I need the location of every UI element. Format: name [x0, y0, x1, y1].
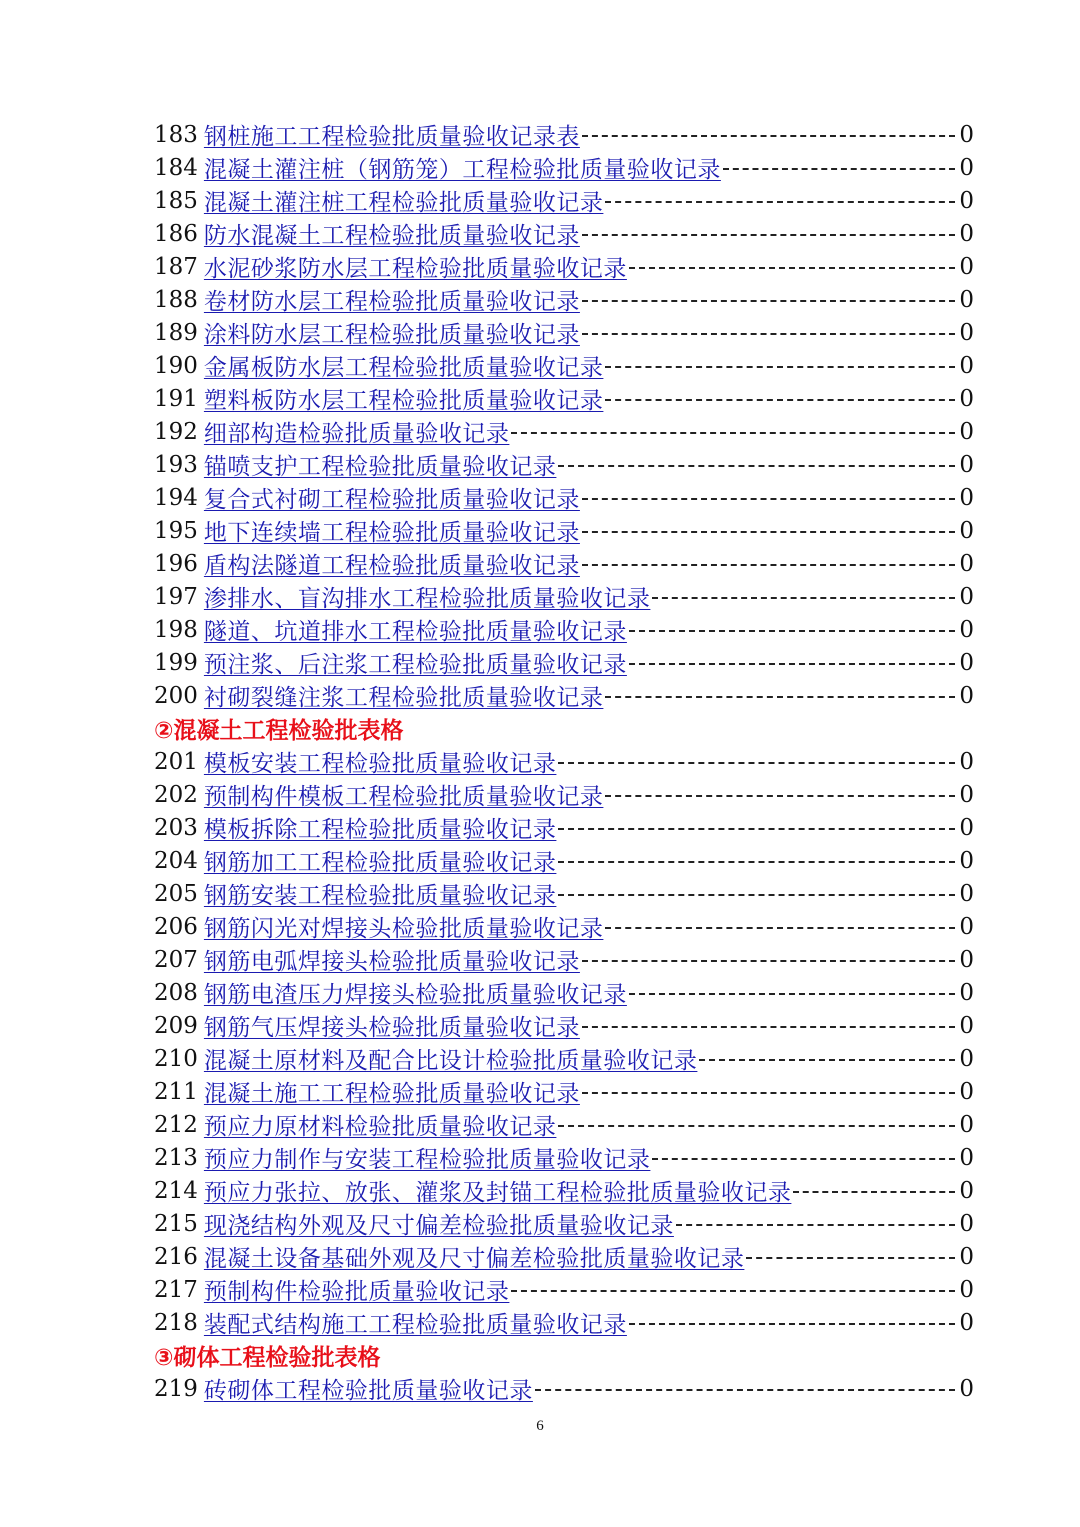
entry-title-link[interactable]: 复合式衬砌工程检验批质量验收记录 [203, 487, 580, 513]
entry-page-number: 0 [959, 814, 974, 841]
dotted-leader [605, 366, 955, 368]
dotted-leader [582, 1026, 955, 1028]
entry-number: 193 [154, 451, 198, 478]
entry-number: 189 [154, 319, 198, 346]
dotted-leader [582, 234, 955, 236]
dotted-leader [535, 1389, 955, 1391]
entry-title-link[interactable]: 地下连续墙工程检验批质量验收记录 [203, 520, 580, 546]
entry-title-link[interactable]: 卷材防水层工程检验批质量验收记录 [203, 289, 580, 315]
section-heading-masonry: ③砌体工程检验批表格 [154, 1345, 381, 1371]
entry-number: 200 [154, 682, 198, 709]
dotted-leader [582, 1092, 955, 1094]
entry-number: 199 [154, 649, 198, 676]
dotted-leader [629, 267, 955, 269]
dotted-leader [558, 762, 955, 764]
entry-title-link[interactable]: 渗排水、盲沟排水工程检验批质量验收记录 [203, 586, 651, 612]
entry-title-link[interactable]: 水泥砂浆防水层工程检验批质量验收记录 [203, 256, 627, 282]
entry-page-number: 0 [959, 418, 974, 445]
entry-page-number: 0 [959, 946, 974, 973]
entry-title-link[interactable]: 钢筋闪光对焊接头检验批质量验收记录 [203, 916, 604, 942]
entry-page-number: 0 [959, 484, 974, 511]
entry-number: 188 [154, 286, 198, 313]
entry-page-number: 0 [959, 1012, 974, 1039]
toc-entry [154, 580, 974, 613]
toc-entry [154, 184, 974, 217]
entry-title-link[interactable]: 锚喷支护工程检验批质量验收记录 [203, 454, 557, 480]
dotted-leader [652, 1158, 955, 1160]
dotted-leader [582, 564, 955, 566]
dotted-leader [558, 465, 955, 467]
entry-number: 192 [154, 418, 198, 445]
table-of-contents [154, 118, 974, 1405]
dotted-leader [511, 1290, 955, 1292]
entry-number: 204 [154, 847, 198, 874]
entry-number: 213 [154, 1144, 198, 1171]
entry-title-link[interactable]: 衬砌裂缝注浆工程检验批质量验收记录 [203, 685, 604, 711]
entry-number: 207 [154, 946, 198, 973]
entry-title-link[interactable]: 盾构法隧道工程检验批质量验收记录 [203, 553, 580, 579]
dotted-leader [558, 894, 955, 896]
entry-title-link[interactable]: 涂料防水层工程检验批质量验收记录 [203, 322, 580, 348]
entry-number: 194 [154, 484, 198, 511]
toc-group-1 [154, 118, 974, 712]
toc-entry [154, 1042, 974, 1075]
entry-number: 201 [154, 748, 198, 775]
entry-title-link[interactable]: 防水混凝土工程检验批质量验收记录 [203, 223, 580, 249]
entry-page-number: 0 [959, 781, 974, 808]
entry-number: 196 [154, 550, 198, 577]
entry-number: 198 [154, 616, 198, 643]
toc-entry [154, 1273, 974, 1306]
dotted-leader [746, 1257, 955, 1259]
entry-page-number: 0 [959, 979, 974, 1006]
toc-entry [154, 679, 974, 712]
dotted-leader [605, 399, 955, 401]
entry-title-link[interactable]: 混凝土设备基础外观及尺寸偏差检验批质量验收记录 [203, 1246, 745, 1272]
toc-entry [154, 481, 974, 514]
entry-title-link[interactable]: 预应力原材料检验批质量验收记录 [203, 1114, 557, 1140]
toc-entry [154, 1075, 974, 1108]
entry-page-number: 0 [959, 880, 974, 907]
entry-title-link[interactable]: 金属板防水层工程检验批质量验收记录 [203, 355, 604, 381]
entry-title-link[interactable]: 预应力制作与安装工程检验批质量验收记录 [203, 1147, 651, 1173]
entry-number: 195 [154, 517, 198, 544]
entry-page-number: 0 [959, 517, 974, 544]
entry-number: 186 [154, 220, 198, 247]
entry-page-number: 0 [959, 1177, 974, 1204]
entry-page-number: 0 [959, 1111, 974, 1138]
entry-page-number: 0 [959, 649, 974, 676]
entry-title-link[interactable]: 模板拆除工程检验批质量验收记录 [203, 817, 557, 843]
entry-page-number: 0 [959, 1144, 974, 1171]
entry-title-link[interactable]: 混凝土灌注桩（钢筋笼）工程检验批质量验收记录 [203, 157, 721, 183]
entry-number: 184 [154, 154, 198, 181]
entry-number: 219 [154, 1375, 198, 1402]
entry-title-link[interactable]: 混凝土施工工程检验批质量验收记录 [203, 1081, 580, 1107]
entry-title-link[interactable]: 混凝土灌注桩工程检验批质量验收记录 [203, 190, 604, 216]
entry-page-number: 0 [959, 286, 974, 313]
entry-page-number: 0 [959, 385, 974, 412]
entry-page-number: 0 [959, 616, 974, 643]
entry-title-link[interactable]: 预制构件模板工程检验批质量验收记录 [203, 784, 604, 810]
toc-entry [154, 382, 974, 415]
entry-number: 218 [154, 1309, 198, 1336]
entry-page-number: 0 [959, 682, 974, 709]
entry-page-number: 0 [959, 352, 974, 379]
dotted-leader [605, 201, 955, 203]
entry-page-number: 0 [959, 253, 974, 280]
toc-entry [154, 547, 974, 580]
entry-number: 206 [154, 913, 198, 940]
toc-entry [154, 1240, 974, 1273]
toc-group-2 [154, 745, 974, 1339]
entry-page-number: 0 [959, 187, 974, 214]
dotted-leader [582, 135, 955, 137]
entry-page-number: 0 [959, 319, 974, 346]
entry-number: 202 [154, 781, 198, 808]
entry-page-number: 0 [959, 121, 974, 148]
entry-number: 214 [154, 1177, 198, 1204]
page-number: 6 [536, 1418, 544, 1434]
dotted-leader [629, 1323, 955, 1325]
toc-entry [154, 283, 974, 316]
dotted-leader [558, 861, 955, 863]
entry-number: 212 [154, 1111, 198, 1138]
toc-entry [154, 1141, 974, 1174]
entry-number: 191 [154, 385, 198, 412]
entry-title-link[interactable]: 钢筋电渣压力焊接头检验批质量验收记录 [203, 982, 627, 1008]
entry-title-link[interactable]: 钢桩施工工程检验批质量验收记录表 [203, 124, 580, 150]
toc-entry [154, 1174, 974, 1207]
toc-entry [154, 316, 974, 349]
toc-entry [154, 1306, 974, 1339]
entry-page-number: 0 [959, 1309, 974, 1336]
toc-entry [154, 877, 974, 910]
toc-entry [154, 844, 974, 877]
dotted-leader [582, 300, 955, 302]
entry-title-link[interactable]: 装配式结构施工工程检验批质量验收记录 [203, 1312, 627, 1338]
dotted-leader [605, 696, 955, 698]
entry-page-number: 0 [959, 1276, 974, 1303]
dotted-leader [676, 1224, 955, 1226]
toc-entry [154, 745, 974, 778]
dotted-leader [582, 498, 955, 500]
dotted-leader [558, 1125, 955, 1127]
entry-title-link[interactable]: 细部构造检验批质量验收记录 [203, 421, 510, 447]
toc-entry [154, 976, 974, 1009]
entry-title-link[interactable]: 预应力张拉、放张、灌浆及封锚工程检验批质量验收记录 [203, 1180, 792, 1206]
dotted-leader [605, 927, 955, 929]
dotted-leader [558, 828, 955, 830]
dotted-leader [629, 993, 955, 995]
entry-title-link[interactable]: 钢筋加工工程检验批质量验收记录 [203, 850, 557, 876]
toc-entry [154, 349, 974, 382]
entry-number: 216 [154, 1243, 198, 1270]
entry-page-number: 0 [959, 154, 974, 181]
toc-entry [154, 1207, 974, 1240]
toc-entry [154, 910, 974, 943]
entry-title-link[interactable]: 砖砌体工程检验批质量验收记录 [203, 1378, 533, 1404]
entry-title-link[interactable]: 模板安装工程检验批质量验收记录 [203, 751, 557, 777]
toc-entry [154, 613, 974, 646]
dotted-leader [605, 795, 955, 797]
dotted-leader [793, 1191, 955, 1193]
dotted-leader [629, 663, 955, 665]
entry-page-number: 0 [959, 1078, 974, 1105]
entry-page-number: 0 [959, 451, 974, 478]
entry-number: 209 [154, 1012, 198, 1039]
dotted-leader [699, 1059, 955, 1061]
toc-entry [154, 151, 974, 184]
toc-entry [154, 1108, 974, 1141]
dotted-leader [629, 630, 955, 632]
entry-title-link[interactable]: 钢筋电弧焊接头检验批质量验收记录 [203, 949, 580, 975]
dotted-leader [582, 333, 955, 335]
toc-entry [154, 118, 974, 151]
entry-number: 208 [154, 979, 198, 1006]
dotted-leader [652, 597, 955, 599]
entry-page-number: 0 [959, 1375, 974, 1402]
entry-page-number: 0 [959, 748, 974, 775]
entry-number: 185 [154, 187, 198, 214]
toc-entry [154, 646, 974, 679]
entry-page-number: 0 [959, 913, 974, 940]
dotted-leader [582, 531, 955, 533]
toc-entry [154, 415, 974, 448]
toc-entry [154, 943, 974, 976]
entry-number: 215 [154, 1210, 198, 1237]
entry-page-number: 0 [959, 847, 974, 874]
entry-title-link[interactable]: 钢筋安装工程检验批质量验收记录 [203, 883, 557, 909]
entry-number: 205 [154, 880, 198, 907]
section-heading-concrete: ②混凝土工程检验批表格 [154, 718, 404, 744]
dotted-leader [511, 432, 955, 434]
entry-page-number: 0 [959, 1210, 974, 1237]
toc-entry [154, 1009, 974, 1042]
toc-entry [154, 778, 974, 811]
toc-entry [154, 811, 974, 844]
entry-number: 203 [154, 814, 198, 841]
entry-number: 217 [154, 1276, 198, 1303]
dotted-leader [723, 168, 955, 170]
entry-page-number: 0 [959, 550, 974, 577]
entry-title-link[interactable]: 预制构件检验批质量验收记录 [203, 1279, 510, 1305]
entry-title-link[interactable]: 现浇结构外观及尺寸偏差检验批质量验收记录 [203, 1213, 674, 1239]
entry-title-link[interactable]: 隧道、坑道排水工程检验批质量验收记录 [203, 619, 627, 645]
toc-group-3 [154, 1372, 974, 1405]
entry-number: 190 [154, 352, 198, 379]
entry-number: 197 [154, 583, 198, 610]
entry-page-number: 0 [959, 1243, 974, 1270]
entry-title-link[interactable]: 预注浆、后注浆工程检验批质量验收记录 [203, 652, 627, 678]
entry-number: 183 [154, 121, 198, 148]
entry-page-number: 0 [959, 583, 974, 610]
dotted-leader [582, 960, 955, 962]
entry-page-number: 0 [959, 1045, 974, 1072]
entry-number: 187 [154, 253, 198, 280]
entry-title-link[interactable]: 钢筋气压焊接头检验批质量验收记录 [203, 1015, 580, 1041]
toc-entry [154, 217, 974, 250]
toc-entry [154, 250, 974, 283]
toc-entry [154, 514, 974, 547]
entry-number: 211 [154, 1078, 198, 1105]
entry-title-link[interactable]: 塑料板防水层工程检验批质量验收记录 [203, 388, 604, 414]
entry-page-number: 0 [959, 220, 974, 247]
entry-title-link[interactable]: 混凝土原材料及配合比设计检验批质量验收记录 [203, 1048, 698, 1074]
entry-number: 210 [154, 1045, 198, 1072]
toc-entry [154, 448, 974, 481]
toc-entry [154, 1372, 974, 1405]
